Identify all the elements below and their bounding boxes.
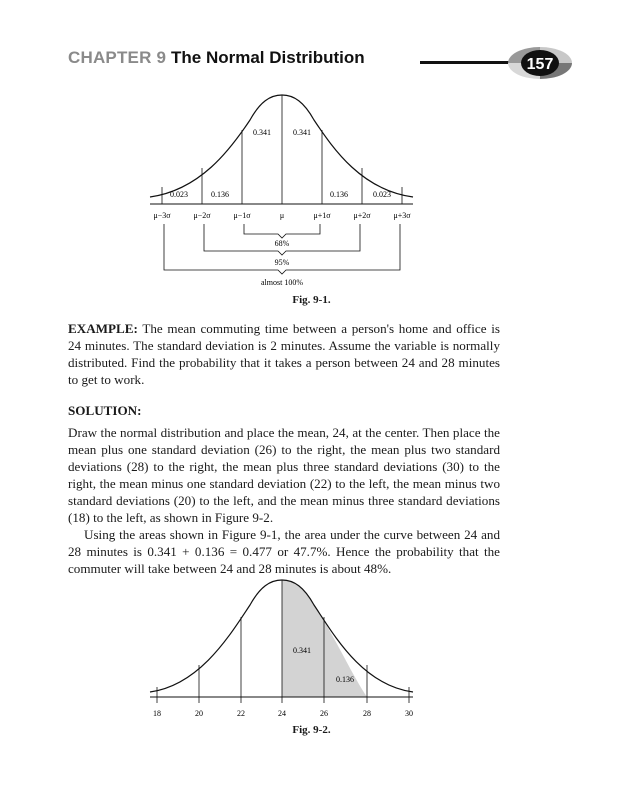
page-number: 157: [526, 56, 554, 73]
area-label: 0.341: [293, 646, 311, 655]
shaded-region: [282, 580, 367, 697]
tick-label: μ−1σ: [233, 211, 251, 220]
tick-label: 30: [405, 709, 413, 718]
tick-label: μ+1σ: [313, 211, 331, 220]
page-number-badge: [505, 44, 575, 82]
bracket-label: 95%: [274, 258, 290, 267]
area-label: 0.136: [336, 675, 354, 684]
figure-9-2: [130, 575, 430, 735]
solution-paragraph: Using the areas shown in Figure 9-1, the area under the curve between 24 and 28 minutes is 0.341 + 0.136 = 0.477 or 47.7%. Hence the probability that the commuter will take between 24 and 28 minutes is about 48%.: [68, 527, 500, 576]
area-label: 0.341: [293, 128, 311, 137]
bracket-68: [244, 224, 320, 238]
area-label: 0.136: [330, 190, 348, 199]
normal-curve: [150, 95, 413, 197]
tick-label: μ+2σ: [353, 211, 371, 220]
bracket-label: 68%: [274, 239, 290, 248]
solution-heading: SOLUTION:: [68, 403, 142, 418]
header-rule: [420, 61, 515, 64]
tick-label: μ−3σ: [153, 211, 171, 220]
area-label: 0.136: [211, 190, 229, 199]
tick-label: 20: [195, 709, 203, 718]
example-text: The mean commuting time between a person's home and office is 24 minutes. The standard deviation is 2 minutes. Assume the variable is normally distributed. Find the probability that it takes a person between 24 and 28 minutes to get to work.: [68, 321, 500, 387]
area-label: 0.341: [253, 128, 271, 137]
normal-curve: [150, 580, 413, 692]
tick-label: μ+3σ: [393, 211, 411, 220]
figure-9-1: [130, 90, 430, 295]
example-paragraph: [68, 320, 500, 388]
area-label: 0.023: [373, 190, 391, 199]
tick-label: μ−2σ: [193, 211, 211, 220]
figure-caption: Fig. 9-2.: [292, 724, 331, 736]
tick-label: 28: [363, 709, 371, 718]
page-header: [68, 44, 573, 78]
tick-label: 18: [153, 709, 161, 718]
chapter-label: CHAPTER 9: [68, 48, 167, 67]
bracket-label: almost 100%: [261, 278, 303, 287]
tick-label: μ: [279, 211, 285, 220]
example-label: EXAMPLE:: [68, 321, 138, 336]
area-label: 0.023: [170, 190, 188, 199]
tick-label: 26: [320, 709, 328, 718]
tick-label: 24: [278, 709, 286, 718]
solution-body: [68, 424, 500, 577]
solution-paragraph: Draw the normal distribution and place the mean, 24, at the center. Then place the mean plus one standard deviation (26) to the right, the mean plus two standard deviations (28) to the right, the mean plus three standard deviations (30) to the right, the mean minus one standard deviation (22) to the left, the mean minus two standard deviations (20) to the left, and the mean minus three standard deviations (18) to the left, as shown in Figure 9-2.: [68, 425, 500, 525]
chapter-title: The Normal Distribution: [171, 48, 365, 67]
tick-label: 22: [237, 709, 245, 718]
figure-caption: Fig. 9-1.: [292, 294, 331, 306]
